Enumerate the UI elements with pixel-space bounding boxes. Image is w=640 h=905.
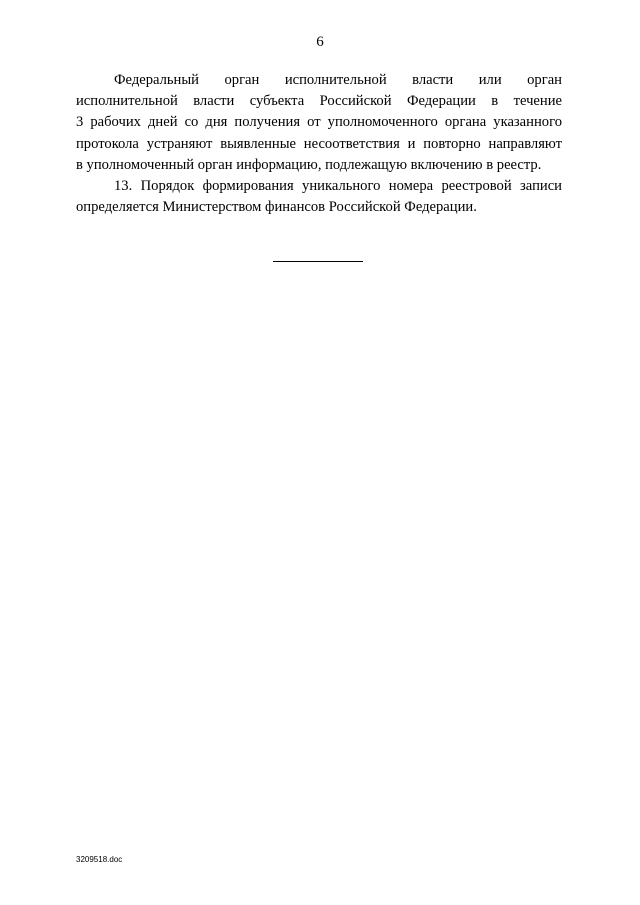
footer-doc-code: 3209518.doc (76, 855, 123, 864)
paragraph-13-registry-number (76, 176, 562, 218)
text-line: в уполномоченный орган информацию, подлежащую включению в реестр. (76, 156, 542, 173)
document-body (76, 70, 562, 218)
text-line: исполнительной власти субъекта Российской Федерации в течение (76, 93, 562, 110)
paragraph-protocol-correction (76, 70, 562, 176)
text-line: определяется Министерством финансов Российской Федерации. (76, 199, 477, 216)
text-line: Федеральный орган исполнительной власти или орган (114, 72, 562, 88)
text-line: протокола устраняют выявленные несоответствия и повторно направляют (76, 135, 562, 152)
page-number: 6 (316, 34, 324, 50)
text-line: 13. Порядок формирования уникального номера реестровой записи (114, 178, 562, 195)
text-line: 3 рабочих дней со дня получения от уполномоченного органа указанного (76, 114, 562, 131)
end-divider-line (273, 261, 363, 262)
